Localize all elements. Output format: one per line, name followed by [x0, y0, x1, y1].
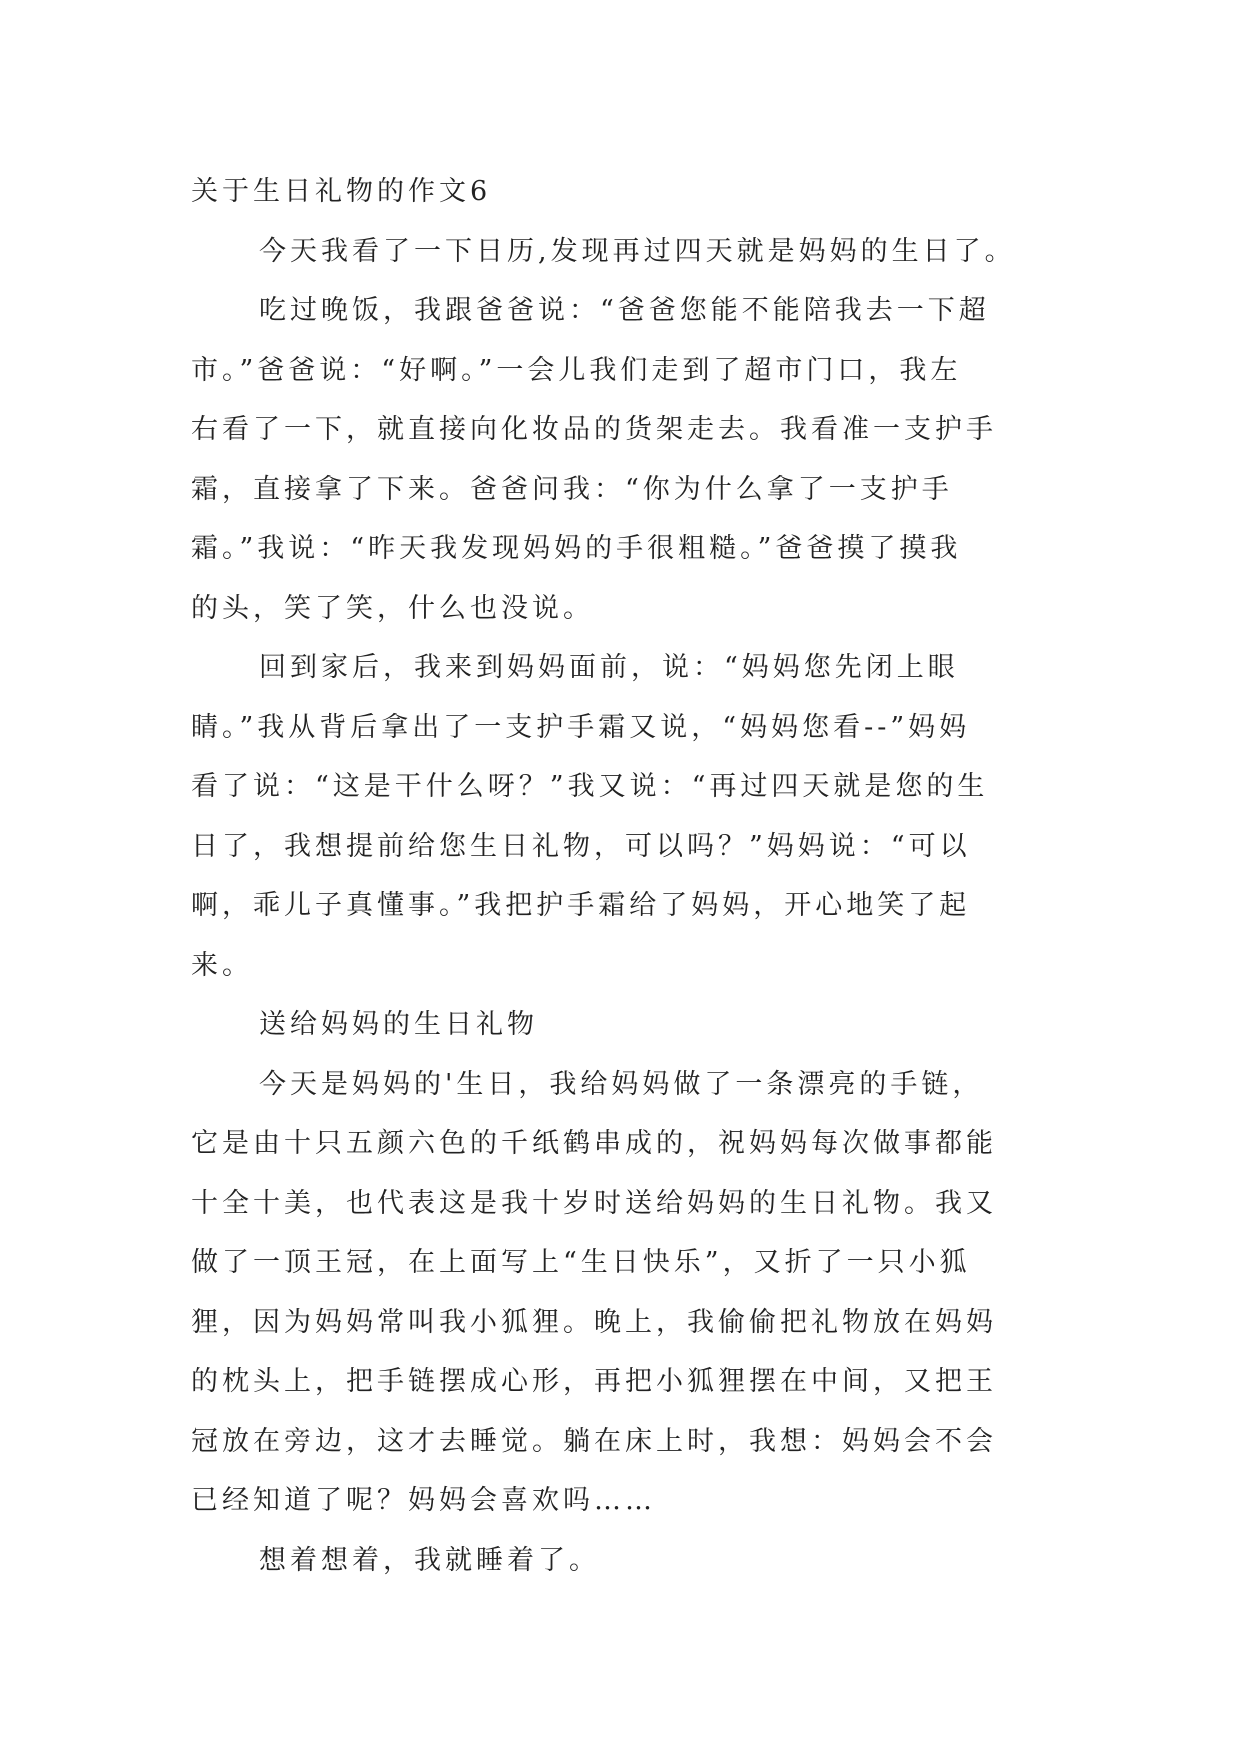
text-line: 的头，笑了笑，什么也没说。 — [191, 592, 594, 624]
text-line: 十全十美，也代表这是我十岁时送给妈妈的生日礼物。我又 — [191, 1187, 997, 1219]
text-line: 狸，因为妈妈常叫我小狐狸。晚上，我偷偷把礼物放在妈妈 — [191, 1306, 997, 1338]
text-line: 回到家后，我来到妈妈面前，说：“妈妈您先闭上眼 — [259, 652, 959, 683]
text-line: 市。”爸爸说：“好啊。”一会儿我们走到了超市门口，我左 — [191, 354, 962, 386]
text-line: 日了，我想提前给您生日礼物，可以吗？”妈妈说：“可以 — [191, 830, 971, 862]
text-line: 冠放在旁边，这才去睡觉。躺在床上时，我想：妈妈会不会 — [191, 1425, 997, 1457]
text-line: 已经知道了呢？妈妈会喜欢吗…… — [191, 1485, 656, 1516]
section-heading: 送给妈妈的生日礼物 — [259, 1009, 538, 1040]
text-line: 它是由十只五颜六色的千纸鹤串成的，祝妈妈每次做事都能 — [191, 1128, 997, 1159]
essay-title: 关于生日礼物的作文6 — [191, 176, 492, 207]
text-line: 来。 — [191, 949, 253, 981]
text-line: 想着想着，我就睡着了。 — [259, 1544, 600, 1576]
text-line: 啊，乖儿子真懂事。”我把护手霜给了妈妈，开心地笑了起 — [191, 890, 971, 921]
text-line: 的枕头上，把手链摆成心形，再把小狐狸摆在中间，又把王 — [191, 1366, 997, 1397]
text-line: 今天是妈妈的'生日，我给妈妈做了一条漂亮的手链， — [259, 1068, 984, 1100]
text-line: 看了说：“这是干什么呀？”我又说：“再过四天就是您的生 — [191, 771, 989, 802]
text-line: 霜，直接拿了下来。爸爸问我：“你为什么拿了一支护手 — [191, 473, 953, 505]
text-line: 吃过晚饭，我跟爸爸说：“爸爸您能不能陪我去一下超 — [259, 295, 990, 326]
text-line: 霜。”我说：“昨天我发现妈妈的手很粗糙。”爸爸摸了摸我 — [191, 533, 962, 564]
text-line: 右看了一下，就直接向化妆品的货架走去。我看准一支护手 — [191, 414, 997, 445]
text-line: 睛。”我从背后拿出了一支护手霜又说，“妈妈您看--”妈妈 — [191, 711, 971, 743]
text-line: 今天我看了一下日历,发现再过四天就是妈妈的生日了。 — [259, 235, 1016, 267]
essay-body — [191, 162, 1071, 1590]
text-line: 做了一顶王冠，在上面写上“生日快乐”，又折了一只小狐 — [191, 1247, 971, 1278]
